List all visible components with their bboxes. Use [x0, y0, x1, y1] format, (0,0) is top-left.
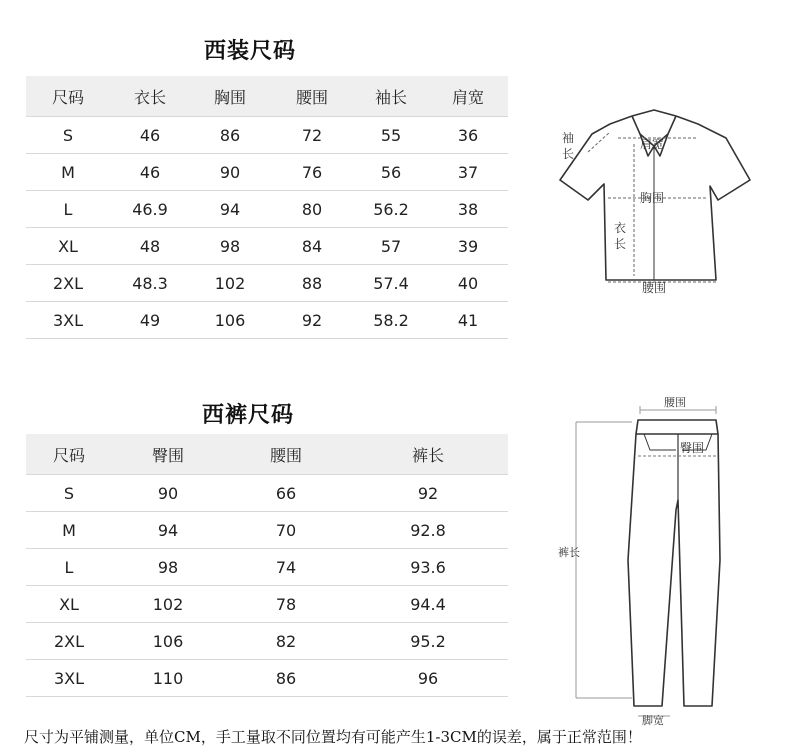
- suit-value-cell: 90: [190, 154, 270, 191]
- pants-value-cell: 94: [112, 512, 224, 549]
- suit-header-row: [26, 76, 508, 117]
- shirt-shoulder-label: 肩宽: [640, 137, 665, 151]
- pants-size-cell: M: [26, 512, 112, 549]
- pants-value-cell: 94.4: [348, 586, 508, 623]
- pants-header-cell: 腰围: [224, 434, 348, 475]
- pants-value-cell: 92: [348, 475, 508, 512]
- pants-value-cell: 95.2: [348, 623, 508, 660]
- pants-value-cell: 78: [224, 586, 348, 623]
- suit-header-cell: 肩宽: [428, 76, 508, 117]
- shirt-chest-label: 胸围: [640, 191, 665, 205]
- suit-header-cell: 衣长: [110, 76, 190, 117]
- pants-waist-label: 腰围: [664, 396, 686, 409]
- pants-table-row: [26, 660, 508, 697]
- pants-table-row: [26, 475, 508, 512]
- pants-header-cell: 臀围: [112, 434, 224, 475]
- pants-table-row: [26, 586, 508, 623]
- pants-size-cell: 2XL: [26, 623, 112, 660]
- suit-value-cell: 36: [428, 117, 508, 154]
- suit-value-cell: 86: [190, 117, 270, 154]
- suit-value-cell: 102: [190, 265, 270, 302]
- shirt-measurement-diagram: [548, 104, 758, 304]
- pants-header-cell: 裤长: [348, 434, 508, 475]
- suit-table-row: [26, 154, 508, 191]
- suit-size-cell: S: [26, 117, 110, 154]
- suit-value-cell: 80: [270, 191, 354, 228]
- suit-size-cell: XL: [26, 228, 110, 265]
- suit-value-cell: 48.3: [110, 265, 190, 302]
- pants-table-row: [26, 549, 508, 586]
- suit-value-cell: 56.2: [354, 191, 428, 228]
- pants-value-cell: 86: [224, 660, 348, 697]
- suit-value-cell: 84: [270, 228, 354, 265]
- pants-value-cell: 92.8: [348, 512, 508, 549]
- pants-header-cell: 尺码: [26, 434, 112, 475]
- pants-value-cell: 96: [348, 660, 508, 697]
- suit-value-cell: 57: [354, 228, 428, 265]
- pants-measurement-diagram: [552, 390, 772, 726]
- suit-size-table: [26, 76, 508, 339]
- suit-table-row: [26, 228, 508, 265]
- pants-size-cell: L: [26, 549, 112, 586]
- pants-size-table: [26, 434, 508, 697]
- suit-value-cell: 88: [270, 265, 354, 302]
- suit-header-cell: 胸围: [190, 76, 270, 117]
- pants-value-cell: 90: [112, 475, 224, 512]
- pants-value-cell: 110: [112, 660, 224, 697]
- suit-value-cell: 49: [110, 302, 190, 339]
- suit-value-cell: 56: [354, 154, 428, 191]
- pants-table-row: [26, 512, 508, 549]
- pants-value-cell: 66: [224, 475, 348, 512]
- suit-value-cell: 38: [428, 191, 508, 228]
- suit-value-cell: 46.9: [110, 191, 190, 228]
- suit-value-cell: 37: [428, 154, 508, 191]
- pants-value-cell: 74: [224, 549, 348, 586]
- shirt-sleeve-label-2: 长: [562, 147, 575, 161]
- suit-header-cell: 尺码: [26, 76, 110, 117]
- pants-size-cell: XL: [26, 586, 112, 623]
- suit-value-cell: 48: [110, 228, 190, 265]
- pants-value-cell: 93.6: [348, 549, 508, 586]
- shirt-length-label-1: 衣: [614, 221, 627, 235]
- suit-table-row: [26, 117, 508, 154]
- suit-size-cell: 2XL: [26, 265, 110, 302]
- suit-value-cell: 46: [110, 117, 190, 154]
- suit-header-cell: 腰围: [270, 76, 354, 117]
- suit-size-cell: L: [26, 191, 110, 228]
- suit-table-row: [26, 302, 508, 339]
- shirt-waist-label: 腰围: [642, 281, 667, 295]
- suit-header-cell: 袖长: [354, 76, 428, 117]
- suit-value-cell: 55: [354, 117, 428, 154]
- pants-value-cell: 98: [112, 549, 224, 586]
- footnote: 尺寸为平铺测量，单位CM，手工量取不同位置均有可能产生1-3CM的误差，属于正常范围！: [24, 728, 642, 746]
- pants-value-cell: 82: [224, 623, 348, 660]
- suit-table-row: [26, 265, 508, 302]
- pants-size-cell: 3XL: [26, 660, 112, 697]
- pants-value-cell: 106: [112, 623, 224, 660]
- suit-value-cell: 72: [270, 117, 354, 154]
- suit-value-cell: 39: [428, 228, 508, 265]
- suit-value-cell: 76: [270, 154, 354, 191]
- suit-value-cell: 94: [190, 191, 270, 228]
- pants-size-cell: S: [26, 475, 112, 512]
- suit-value-cell: 41: [428, 302, 508, 339]
- suit-value-cell: 106: [190, 302, 270, 339]
- pants-table-row: [26, 623, 508, 660]
- suit-value-cell: 46: [110, 154, 190, 191]
- pants-length-label: 裤长: [558, 546, 580, 559]
- suit-value-cell: 92: [270, 302, 354, 339]
- suit-size-cell: 3XL: [26, 302, 110, 339]
- suit-value-cell: 57.4: [354, 265, 428, 302]
- shirt-length-label-2: 长: [614, 237, 627, 251]
- suit-table-row: [26, 191, 508, 228]
- suit-size-title: 西装尺码: [204, 39, 297, 64]
- pants-size-title: 西裤尺码: [202, 403, 295, 428]
- shirt-sleeve-label-1: 袖: [562, 131, 575, 145]
- pants-hem-label: 脚宽: [642, 714, 664, 726]
- suit-value-cell: 98: [190, 228, 270, 265]
- suit-value-cell: 40: [428, 265, 508, 302]
- pants-value-cell: 70: [224, 512, 348, 549]
- pants-header-row: [26, 434, 508, 475]
- pants-value-cell: 102: [112, 586, 224, 623]
- pants-hip-label: 臀围: [680, 441, 705, 455]
- suit-size-cell: M: [26, 154, 110, 191]
- suit-value-cell: 58.2: [354, 302, 428, 339]
